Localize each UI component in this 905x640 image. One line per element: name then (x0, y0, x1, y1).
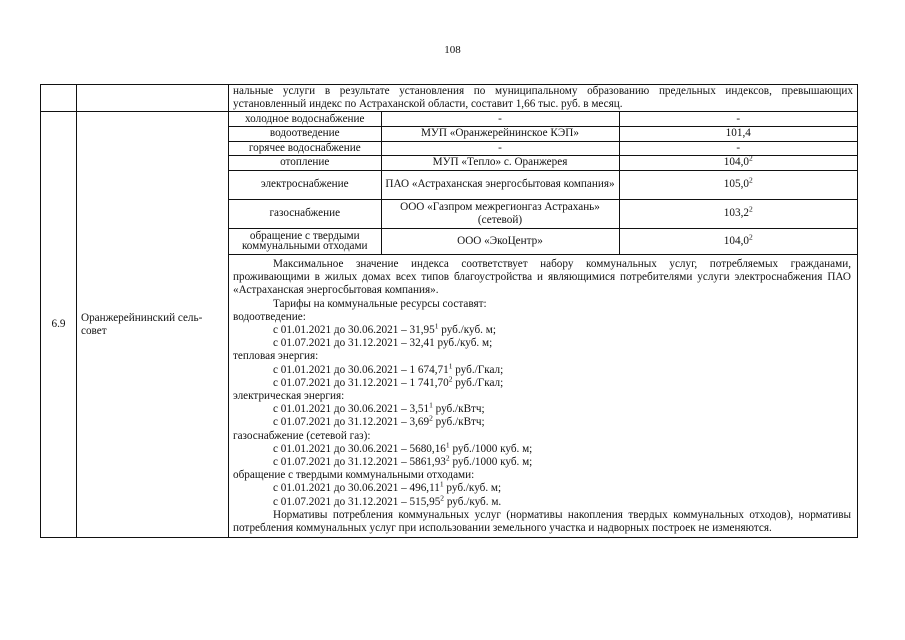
service-row (229, 112, 857, 126)
service-index: 104,0$^2$ (619, 228, 857, 254)
row-municipality-name: Оранжерейнинский сель-совет (77, 112, 229, 538)
tariffs-heading: Тарифы на коммунальные ресурсы составят: (273, 297, 487, 310)
service-index: 104,0$^2$ (619, 155, 857, 170)
row-number: 6.9 (41, 112, 77, 538)
services-cell (229, 112, 858, 255)
tariff-group-title: обращение с твердыми коммунальными отходами: (233, 469, 475, 482)
service-provider: ООО «Газпром межрегионгаз Астрахань» (сетевой) (381, 199, 619, 228)
table-row (41, 112, 858, 255)
tariff-line: с 01.01.2021 до 30.06.2021 – 496,11$^1$ руб./куб. м; (273, 479, 502, 495)
service-provider: ООО «ЭкоЦентр» (381, 228, 619, 254)
service-name: обращение с твердыми коммунальными отходами (229, 228, 381, 254)
continuation-name-cell (77, 85, 229, 112)
service-name: отопление (229, 155, 381, 170)
service-provider: ПАО «Астраханская энергосбытовая компания» (381, 170, 619, 199)
tariff-line: с 01.07.2021 до 31.12.2021 – 32,41 руб./куб. м; (273, 337, 493, 350)
tariff-group-title: газоснабжение (сетевой газ): (233, 429, 371, 442)
tariff-line: с 01.07.2021 до 31.12.2021 – 3,69$^2$ руб./кВтч; (273, 413, 485, 429)
tariff-group-title: водоотведение: (233, 310, 306, 323)
service-name: электроснабжение (229, 170, 381, 199)
service-provider: МУП «Оранжерейнинское КЭП» (381, 126, 619, 141)
continuation-text: нальные услуги в результате установления по муниципальному образованию предельных индексов, превышающих установленный индекс по Астраханской области, составит 1,66 тыс. руб. в месяц. (229, 85, 858, 112)
service-index: 101,4 (619, 126, 857, 141)
service-index: - (619, 112, 857, 126)
tariff-line: с 01.01.2021 до 30.06.2021 – 3,51$^1$ руб./кВтч; (273, 400, 485, 416)
document-table (40, 84, 858, 538)
service-row (229, 228, 857, 254)
service-row (229, 126, 857, 141)
continuation-row (41, 85, 858, 112)
service-index: - (619, 141, 857, 155)
tariff-group-title: электрическая энергия: (233, 390, 345, 403)
tariff-line: с 01.01.2021 до 30.06.2021 – 31,95$^1$ руб./куб. м; (273, 321, 496, 337)
tariff-info-cell (229, 255, 858, 538)
service-name: горячее водоснабжение (229, 141, 381, 155)
service-row (229, 170, 857, 199)
service-name: водоотведение (229, 126, 381, 141)
service-index: 105,0$^2$ (619, 170, 857, 199)
service-name: холодное водоснабжение (229, 112, 381, 126)
service-provider: МУП «Тепло» с. Оранжерея (381, 155, 619, 170)
index-note: Максимальное значение индекса соответствует набору коммунальных услуг, потребляемых гражданами, проживающими в жилых домах всех типов благоустройства и являющимися потребителями услуги электроснабжения ПАО «Астраханская энергосбытовая компания». (233, 258, 851, 297)
continuation-number-cell (41, 85, 77, 112)
norms-note: Нормативы потребления коммунальных услуг (нормативы накопления твердых коммунальных отходов), нормативы потребления коммунальных услуг при использовании земельного участка и надворных построек не изменяются. (233, 508, 851, 535)
page-number: 108 (444, 44, 461, 56)
tariff-line: с 01.01.2021 до 30.06.2021 – 1 674,71$^1$ руб./Гкал; (273, 360, 504, 376)
service-name: газоснабжение (229, 199, 381, 228)
tariff-line: с 01.01.2021 до 30.06.2021 – 5680,16$^1$ руб./1000 куб. м; (273, 440, 533, 455)
tariff-group-title: тепловая энергия: (233, 350, 319, 363)
service-row (229, 141, 857, 155)
tariff-line: с 01.07.2021 до 31.12.2021 – 1 741,70$^2$ руб./Гкал; (273, 374, 504, 389)
service-row (229, 199, 857, 228)
service-row (229, 155, 857, 170)
service-index: 103,2$^2$ (619, 199, 857, 228)
service-provider: - (381, 141, 619, 155)
services-table (229, 112, 857, 254)
tariff-line: с 01.07.2021 до 31.12.2021 – 5861,93$^2$ руб./1000 куб. м; (273, 453, 533, 469)
service-provider: - (381, 112, 619, 126)
tariff-line: с 01.07.2021 до 31.12.2021 – 515,95$^2$ руб./куб. м. (273, 492, 502, 508)
